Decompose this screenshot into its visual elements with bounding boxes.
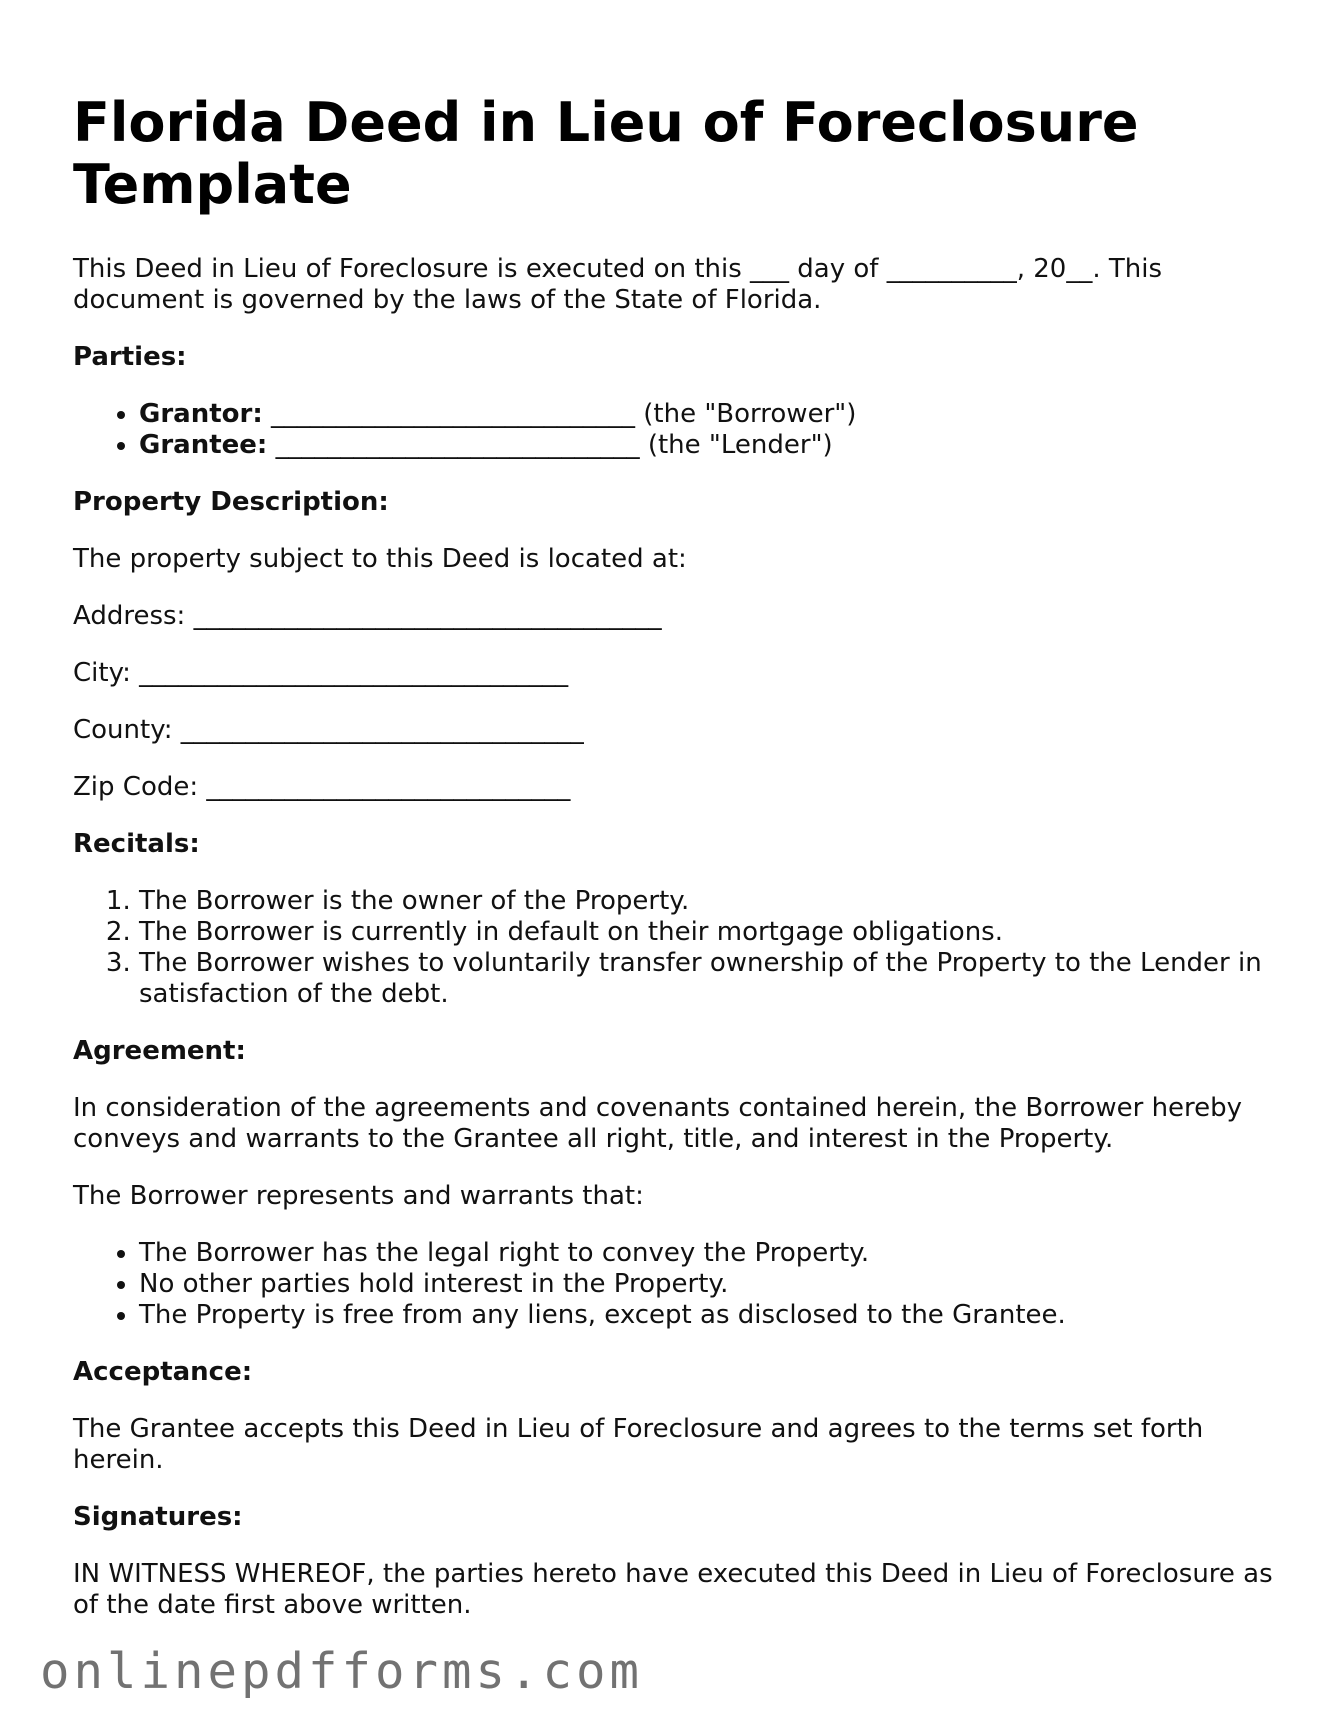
recitals-list — [73, 886, 1273, 1010]
grantor-field: ____________________________ (the "Borrower") — [262, 399, 857, 429]
intro-paragraph: This Deed in Lieu of Foreclosure is executed on this ___ day of __________, 20__. This document is governed by the laws of the State of Florida. — [73, 254, 1162, 315]
grantee-field: ____________________________ (the "Lender") — [267, 430, 833, 460]
city-field: City: _________________________________ — [73, 658, 569, 688]
warrant-item: • The Property is free from any liens, except as disclosed to the Grantee. — [139, 1300, 1273, 1331]
acceptance-text: The Grantee accepts this Deed in Lieu of Foreclosure and agrees to the terms set forth herein. — [73, 1414, 1204, 1475]
acceptance-heading: Acceptance: — [73, 1357, 253, 1387]
property-heading: Property Description: — [73, 487, 389, 517]
signatures-heading: Signatures: — [73, 1502, 243, 1532]
watermark: onlinepdfforms.com — [40, 1643, 644, 1700]
parties-list — [73, 399, 1273, 461]
grantee-item — [139, 430, 1273, 461]
agreement-heading: Agreement: — [73, 1036, 246, 1066]
property-intro: The property subject to this Deed is located at: — [73, 544, 687, 574]
recital-item: 3. The Borrower wishes to voluntarily transfer ownership of the Property to the Lender in satisfaction of the debt. — [139, 948, 1273, 1010]
recital-item: 2. The Borrower is currently in default on their mortgage obligations. — [139, 917, 1273, 948]
recital-item: 1. The Borrower is the owner of the Property. — [139, 886, 1273, 917]
warrants-intro: The Borrower represents and warrants that: — [73, 1181, 644, 1211]
document-page — [73, 92, 1273, 1647]
grantor-label: Grantor: — [139, 399, 263, 429]
document-title: Florida Deed in Lieu of Foreclosure Template — [73, 91, 1139, 216]
signatures-text: IN WITNESS WHEREOF, the parties hereto have executed this Deed in Lieu of Foreclosure as of the date first above written. — [73, 1559, 1273, 1620]
zip-field: Zip Code: ____________________________ — [73, 772, 571, 802]
warrant-item: • No other parties hold interest in the Property. — [139, 1269, 1273, 1300]
agreement-text: In consideration of the agreements and covenants contained herein, the Borrower hereby conveys and warrants to the Grantee all right, title, and interest in the Property. — [73, 1093, 1243, 1154]
parties-heading: Parties: — [73, 342, 187, 372]
grantor-item — [139, 399, 1273, 430]
county-field: County: _______________________________ — [73, 715, 584, 745]
warrants-list — [73, 1238, 1273, 1331]
warrant-item: • The Borrower has the legal right to convey the Property. — [139, 1238, 1273, 1269]
address-field: Address: ____________________________________ — [73, 601, 662, 631]
grantee-label: Grantee: — [139, 430, 268, 460]
recitals-heading: Recitals: — [73, 829, 200, 859]
